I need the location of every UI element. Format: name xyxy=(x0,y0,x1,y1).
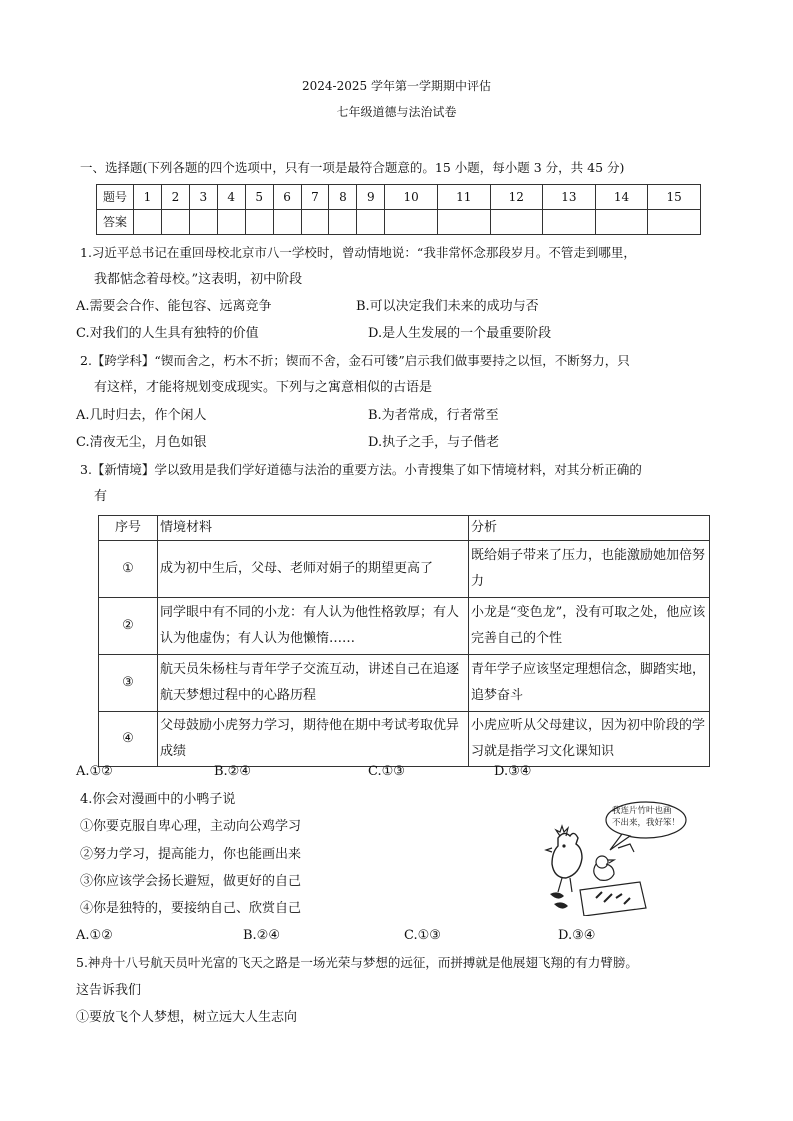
context-header-analysis: 分析 xyxy=(469,516,710,541)
context-row-index: ④ xyxy=(99,712,158,767)
section-heading: 一、选择题(下列各题的四个选项中，只有一项是最符合题意的。15 小题，每小题 3 分，共 45 分) xyxy=(80,160,625,175)
answer-cell[interactable] xyxy=(329,210,357,235)
answer-cell[interactable] xyxy=(437,210,490,235)
q5-stem-line1: 5.神舟十八号航天员叶光富的飞天之路是一场光荣与梦想的远征，而拼搏就是他展翅飞翔的有力臂膀。 xyxy=(76,955,638,970)
answer-cell[interactable] xyxy=(385,210,438,235)
q1-option-b: B.可以决定我们未来的成功与否 xyxy=(356,299,539,314)
q4-item: ③你应该学会扬长避短，做更好的自己 xyxy=(80,874,302,889)
q5-stem-line2: 这告诉我们 xyxy=(76,983,142,998)
context-row-material: 父母鼓励小虎努力学习，期待他在期中考试考取优异成绩 xyxy=(158,712,469,767)
answer-cell[interactable] xyxy=(543,210,596,235)
answer-cell[interactable] xyxy=(245,210,273,235)
context-table-row xyxy=(99,712,710,767)
answer-table-row-label: 题号 xyxy=(97,185,134,210)
answer-cell[interactable] xyxy=(161,210,189,235)
answer-cell[interactable] xyxy=(273,210,301,235)
q4-option-d: D.③④ xyxy=(558,928,596,943)
context-table-header xyxy=(99,516,710,541)
q3-option-b: B.②④ xyxy=(214,764,251,779)
q3-option-d: D.③④ xyxy=(494,764,532,779)
q5-item: ①要放飞个人梦想，树立远大人生志向 xyxy=(76,1010,298,1025)
answer-table-number: 14 xyxy=(595,185,648,210)
answer-table-number: 9 xyxy=(357,185,385,210)
answer-table-number: 11 xyxy=(437,185,490,210)
q2-stem-line2: 有这样，才能将规划变成现实。下列与之寓意相似的古语是 xyxy=(94,380,433,395)
q1-option-d: D.是人生发展的一个最重要阶段 xyxy=(368,326,552,341)
context-row-index: ① xyxy=(99,541,158,598)
q1-option-a: A.需要会合作、能包容、远离竞争 xyxy=(76,299,272,314)
answer-cell[interactable] xyxy=(357,210,385,235)
answer-table-number: 12 xyxy=(490,185,543,210)
context-table-row xyxy=(99,655,710,712)
answer-cell[interactable] xyxy=(134,210,162,235)
context-table-row xyxy=(99,598,710,655)
context-row-material: 航天员朱杨柱与青年学子交流互动，讲述自己在追逐航天梦想过程中的心路历程 xyxy=(158,655,469,712)
context-table-row xyxy=(99,541,710,598)
comic-illustration xyxy=(540,798,690,916)
q2-option-a: A.几时归去，作个闲人 xyxy=(76,408,207,423)
q4-item: ②努力学习，提高能力，你也能画出来 xyxy=(80,847,302,862)
context-row-index: ③ xyxy=(99,655,158,712)
answer-table-number: 2 xyxy=(161,185,189,210)
answer-cell[interactable] xyxy=(189,210,217,235)
answer-table-number: 1 xyxy=(134,185,162,210)
context-header-material: 情境材料 xyxy=(158,516,469,541)
answer-table-answer-row xyxy=(97,210,701,235)
q3-stem-line2: 有 xyxy=(94,489,108,504)
context-row-material: 成为初中生后，父母、老师对娟子的期望更高了 xyxy=(158,541,469,598)
q2-stem-line1: 2.【跨学科】“锲而舍之，朽木不折；锲而不舍，金石可镂”启示我们做事要持之以恒，不断努力，只 xyxy=(80,353,630,368)
q4-option-a: A.①② xyxy=(76,928,113,943)
answer-table-number: 3 xyxy=(189,185,217,210)
context-row-material: 同学眼中有不同的小龙：有人认为他性格敦厚；有人认为他虚伪；有人认为他懒惰…… xyxy=(158,598,469,655)
q2-option-b: B.为者常成，行者常至 xyxy=(368,408,499,423)
q4-option-c: C.①③ xyxy=(404,928,441,943)
q4-stem: 4.你会对漫画中的小鸭子说 xyxy=(80,792,236,807)
answer-table-row-label: 答案 xyxy=(97,210,134,235)
answer-table xyxy=(96,184,701,235)
context-row-analysis: 小虎应听从父母建议，因为初中阶段的学习就是指学习文化课知识 xyxy=(469,712,710,767)
q1-stem-line1: 1.习近平总书记在重回母校北京市八一学校时，曾动情地说：“我非常怀念那段岁月。不管走到哪里， xyxy=(80,245,636,260)
context-table xyxy=(98,515,710,767)
q3-option-a: A.①② xyxy=(76,764,113,779)
answer-table-number: 13 xyxy=(543,185,596,210)
context-row-analysis: 小龙是“变色龙”，没有可取之处，他应该完善自己的个性 xyxy=(469,598,710,655)
answer-table-number: 8 xyxy=(329,185,357,210)
answer-cell[interactable] xyxy=(301,210,329,235)
comic-bubble-line1: 我连片竹叶也画 xyxy=(612,806,672,816)
q4-item: ①你要克服自卑心理，主动向公鸡学习 xyxy=(80,819,302,834)
answer-table-number-row xyxy=(97,185,701,210)
answer-table-number: 10 xyxy=(385,185,438,210)
exam-subtitle: 七年级道德与法治试卷 xyxy=(336,105,457,119)
q4-option-b: B.②④ xyxy=(243,928,280,943)
context-row-analysis: 既给娟子带来了压力，也能激励她加倍努力 xyxy=(469,541,710,598)
context-row-analysis: 青年学子应该坚定理想信念，脚踏实地，追梦奋斗 xyxy=(469,655,710,712)
q3-option-c: C.①③ xyxy=(368,764,405,779)
q1-stem-line2: 我都惦念着母校。”这表明，初中阶段 xyxy=(94,272,303,287)
answer-table-number: 5 xyxy=(245,185,273,210)
answer-table-number: 6 xyxy=(273,185,301,210)
q2-option-c: C.清夜无尘，月色如银 xyxy=(76,435,207,450)
context-row-index: ② xyxy=(99,598,158,655)
exam-title: 2024-2025 学年第一学期期中评估 xyxy=(302,79,491,93)
answer-cell[interactable] xyxy=(648,210,701,235)
q3-stem-line1: 3.【新情境】学以致用是我们学好道德与法治的重要方法。小青搜集了如下情境材料，对其分析正确的 xyxy=(80,462,642,477)
answer-table-number: 4 xyxy=(217,185,245,210)
q2-option-d: D.执子之手，与子偕老 xyxy=(368,435,500,450)
context-header-index: 序号 xyxy=(99,516,158,541)
answer-table-number: 7 xyxy=(301,185,329,210)
q1-option-c: C.对我们的人生具有独特的价值 xyxy=(76,326,259,341)
comic-bubble-line2: 不出来，我好笨！ xyxy=(612,818,681,828)
answer-cell[interactable] xyxy=(595,210,648,235)
answer-cell[interactable] xyxy=(490,210,543,235)
answer-cell[interactable] xyxy=(217,210,245,235)
q4-item: ④你是独特的，要接纳自己、欣赏自己 xyxy=(80,901,302,916)
answer-table-number: 15 xyxy=(648,185,701,210)
